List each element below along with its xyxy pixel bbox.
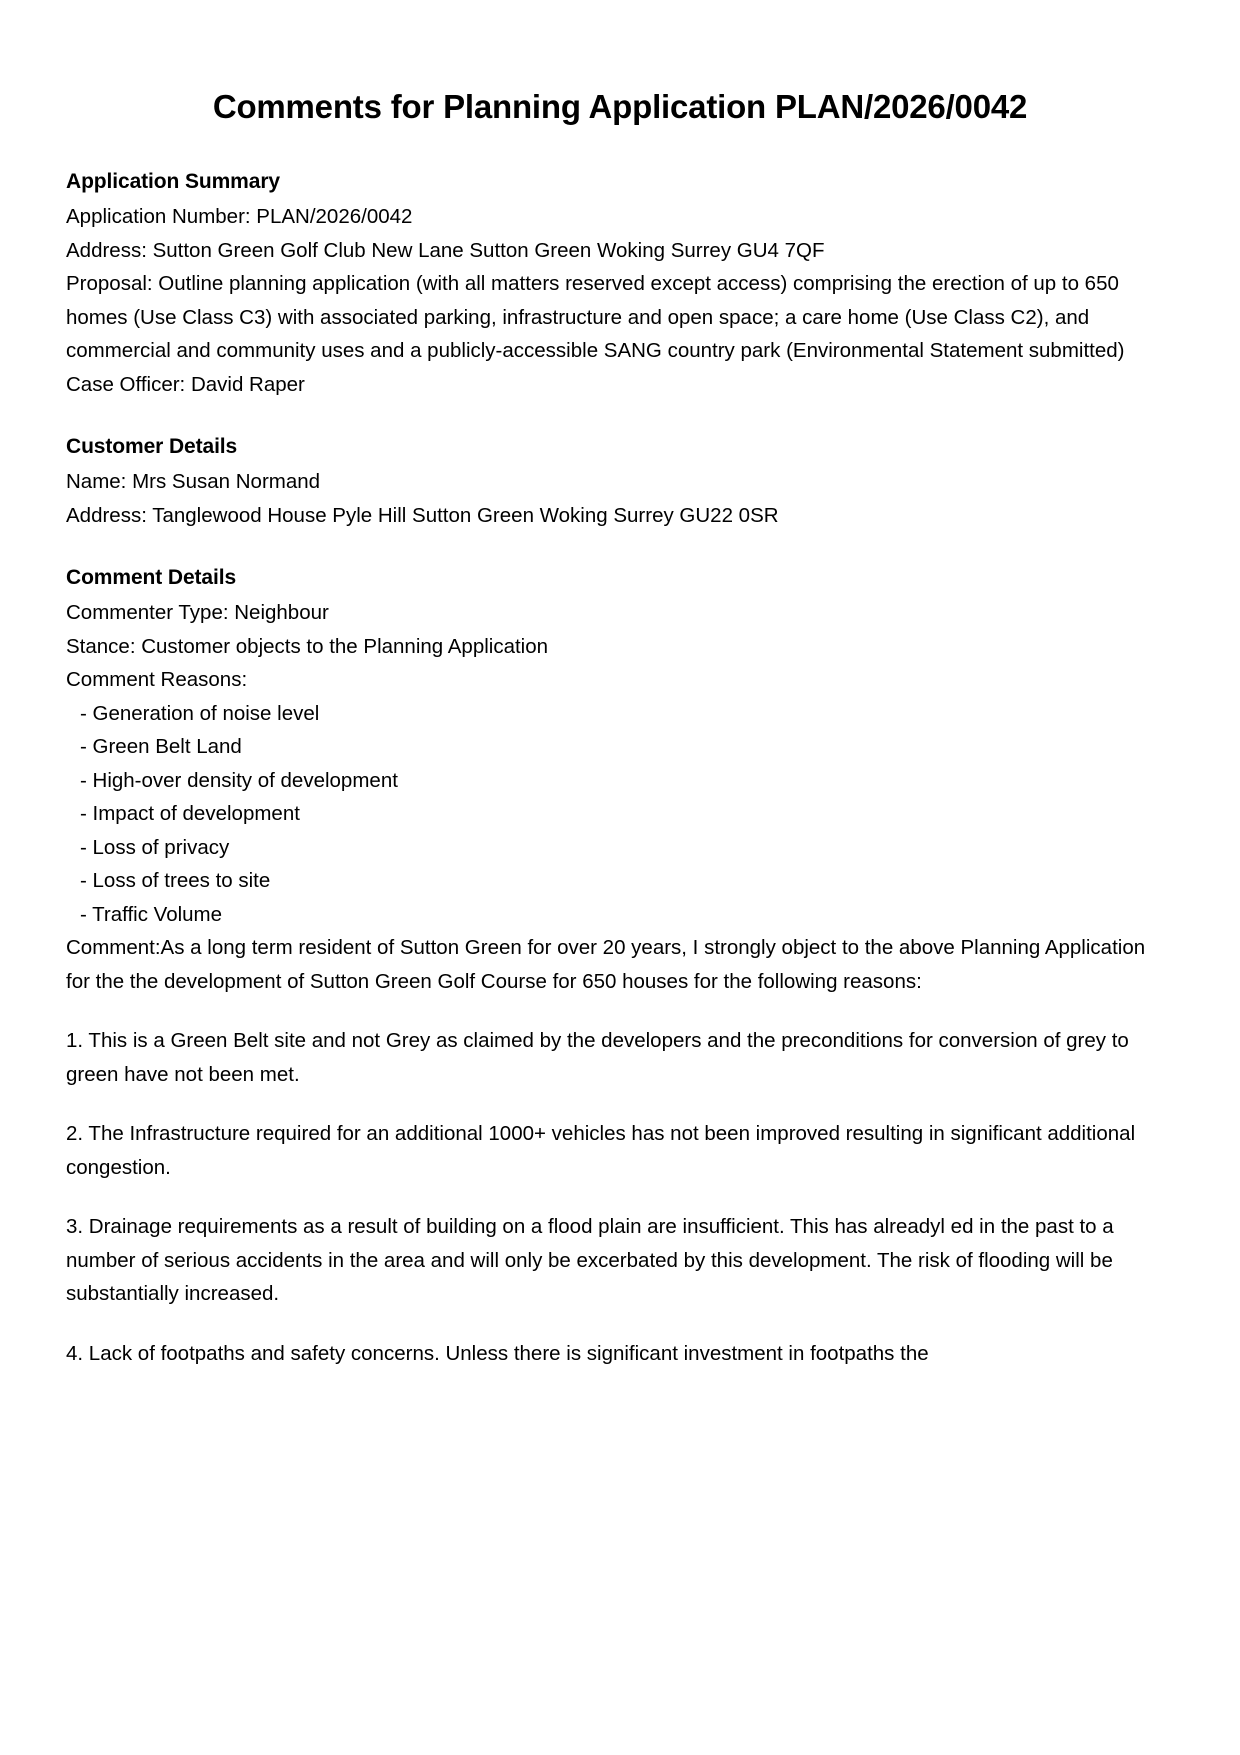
customer-details-heading: Customer Details [66, 435, 238, 458]
customer-address: Address: Tanglewood House Pyle Hill Sutton Green Woking Surrey GU22 0SR [66, 503, 779, 527]
commenter-type: Commenter Type: Neighbour [66, 601, 329, 624]
comment-body [66, 931, 1174, 1370]
comment-stance: Stance: Customer objects to the Planning Application [66, 634, 549, 658]
customer-name: Name: Mrs Susan Normand [66, 470, 321, 493]
comment-reasons-list [66, 697, 1174, 932]
list-item: - Generation of noise level [80, 701, 320, 725]
comment-intro: Comment:As a long term resident of Sutton Green for over 20 years, I strongly object to the above Planning Application for the the development of Sutton Green Golf Course for 650 houses for the following reasons: [66, 936, 1146, 993]
list-item: - Traffic Volume [80, 902, 223, 926]
list-item: - Loss of trees to site [80, 869, 271, 892]
comment-paragraph-2: 2. The Infrastructure required for an additional 1000+ vehicles has not been improved resulting in significant additional congestion. [66, 1122, 1136, 1179]
application-address: Address: Sutton Green Golf Club New Lane Sutton Green Woking Surrey GU4 7QF [66, 238, 825, 262]
application-number: Application Number: PLAN/2026/0042 [66, 205, 413, 228]
application-proposal: Proposal: Outline planning application (with all matters reserved except access) comprising the erection of up to 650 homes (Use Class C3) with associated parking, infrastructure and open space; a care home (Use Class C2), and commercial and community uses and a publicly-accessible SANG country park (Environmental Statement submitted) [66, 272, 1125, 362]
application-summary-section [66, 170, 1174, 401]
comment-paragraph-1: 1. This is a Green Belt site and not Grey as claimed by the developers and the preconditions for conversion of grey to green have not been met. [66, 1029, 1129, 1086]
comment-details-section [66, 566, 1174, 1370]
list-item: - Green Belt Land [80, 735, 242, 758]
comment-details-heading: Comment Details [66, 566, 237, 589]
comment-paragraph-4: 4. Lack of footpaths and safety concerns. Unless there is significant investment in footpaths the [66, 1341, 929, 1365]
comment-paragraph-3: 3. Drainage requirements as a result of building on a flood plain are insufficient. This has alreadyl ed in the past to a number of serious accidents in the area and will only be excerbated by this development. The risk of flooding will be substantially increased. [66, 1215, 1114, 1305]
comment-reasons-label: Comment Reasons: [66, 668, 248, 691]
list-item: - Loss of privacy [80, 835, 230, 859]
application-summary-heading: Application Summary [66, 170, 280, 193]
page-title: Comments for Planning Application PLAN/2026/0042 [212, 88, 1028, 125]
case-officer: Case Officer: David Raper [66, 372, 305, 396]
list-item: - High-over density of development [80, 768, 398, 792]
customer-details-section [66, 435, 1174, 532]
list-item: - Impact of development [80, 802, 300, 825]
